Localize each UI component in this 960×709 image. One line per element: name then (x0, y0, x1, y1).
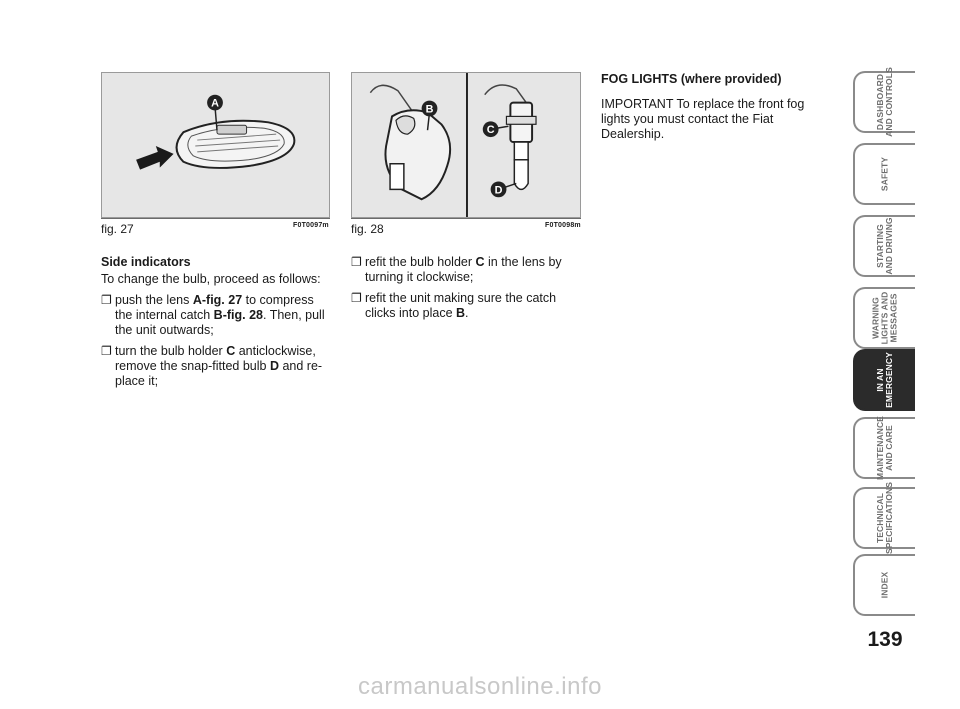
chapter-tab-maintenance[interactable] (853, 417, 915, 479)
step-text: turn the bulb holder (115, 344, 227, 358)
chapter-tab-starting[interactable] (853, 215, 915, 277)
checkbox-bullet-icon: ❐ (351, 291, 362, 305)
step-text: refit the unit making sure the catch clicks into place (365, 291, 557, 320)
chapter-tab-emergency[interactable] (853, 349, 915, 411)
chapter-tab-label: STARTING AND DRIVING (875, 217, 894, 275)
section-heading-fog-lights: FOG LIGHTS (where provided) (601, 72, 782, 86)
figure-28-illustration (351, 72, 581, 218)
figure-27-illustration (101, 72, 330, 218)
chapter-tab-technical[interactable] (853, 481, 915, 555)
figure-callout-a: A (211, 97, 219, 110)
chapter-tab-label: WARNING LIGHTS AND MESSAGES (870, 291, 899, 345)
intro-paragraph: To change the bulb, proceed as follows: (101, 272, 321, 286)
chapter-tab-label: DASHBOARD AND CONTROLS (875, 67, 894, 137)
page-number: 139 (867, 628, 903, 651)
step-text: in the lens by turning it clockwise; (365, 255, 562, 284)
instruction-step-refit-holder (351, 255, 581, 285)
chapter-tab-index[interactable] (853, 554, 915, 616)
figure-28-code: F0T0098m (545, 222, 581, 229)
section-heading-side-indicators: Side indicators (101, 255, 191, 269)
chapter-tab-label: MAINTENANCE AND CARE (875, 416, 894, 480)
figure-27-rule (101, 218, 330, 219)
step-reference: A-fig. 27 (192, 293, 243, 307)
figure-callout-c: C (486, 124, 495, 137)
step-text: refit the bulb holder (365, 255, 476, 269)
step-reference: B (456, 306, 466, 320)
step-text: and re-place it; (115, 359, 323, 388)
chapter-tab-label: IN AN EMERGENCY (875, 352, 894, 408)
chapter-tab-label: TECHNICAL SPECIFICATIONS (875, 481, 894, 555)
figure-callout-b: B (425, 103, 434, 116)
chapter-tab-warning-lights[interactable] (853, 287, 915, 349)
chapter-tab-dashboard[interactable] (853, 67, 915, 137)
checkbox-bullet-icon: ❐ (351, 255, 362, 269)
step-text: . (465, 306, 469, 320)
column-refit (351, 255, 581, 327)
step-text: anticlockwise, remove the snap-fitted bulb (115, 344, 316, 373)
figure-28-rule (351, 218, 581, 219)
step-reference: D (269, 359, 279, 373)
step-reference: C (226, 344, 236, 358)
instruction-step-push-lens (101, 293, 331, 338)
checkbox-bullet-icon: ❐ (101, 344, 112, 358)
watermark-text: carmanualsonline.info (358, 673, 602, 700)
instruction-step-turn-holder (101, 344, 331, 389)
figure-27-caption: fig. 27 (101, 222, 134, 236)
chapter-tab-safety[interactable] (853, 143, 915, 205)
step-text: push the lens (115, 293, 193, 307)
chapter-tab-label: SAFETY (879, 156, 890, 192)
step-text: . Then, pull the unit outwards; (115, 308, 325, 337)
bulb-holder-drawing (352, 73, 580, 217)
important-note: IMPORTANT To replace the front fog lights you must contact the Fiat Dealership. (601, 97, 805, 141)
figure-callout-d: D (494, 184, 503, 197)
instruction-step-refit-unit (351, 291, 581, 321)
checkbox-bullet-icon: ❐ (101, 293, 112, 307)
column-side-indicators (101, 255, 331, 395)
step-reference: B-fig. 28 (213, 308, 263, 322)
step-text: to compress the internal catch (115, 293, 314, 322)
column-fog-lights (601, 72, 833, 148)
figure-28-caption: fig. 28 (351, 222, 384, 236)
side-indicator-lens-drawing (102, 73, 329, 217)
chapter-tab-label: INDEX (879, 571, 890, 599)
figure-27-code: F0T0097m (293, 222, 329, 229)
step-reference: C (475, 255, 485, 269)
